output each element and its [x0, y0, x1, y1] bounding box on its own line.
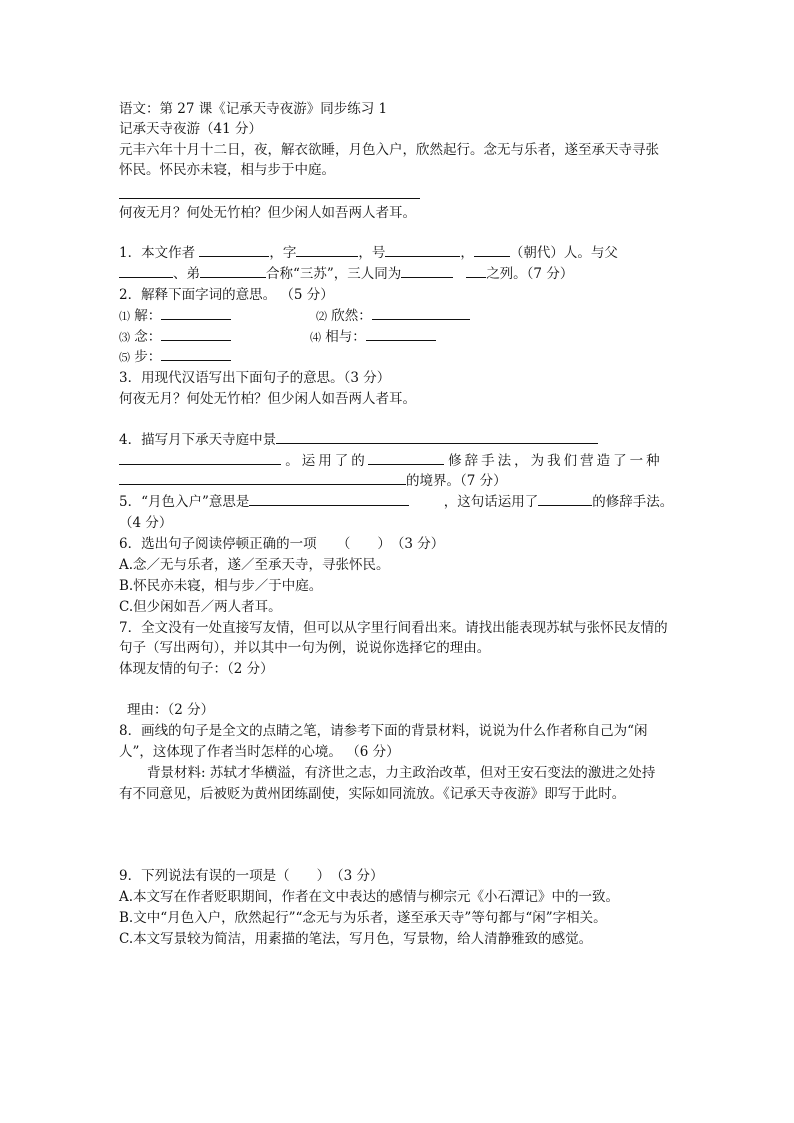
- question-9-prompt: 9．下列说法有误的一项是（ ） （3 分）: [119, 868, 384, 884]
- q2-item-3: [119, 327, 231, 348]
- q4-text: 。运用了的: [285, 453, 368, 469]
- q4-text: 4．描写月下承天寺庭中景: [119, 432, 277, 448]
- blank-realm[interactable]: [119, 471, 406, 485]
- item-number: ⑴: [119, 310, 130, 323]
- underlined-sentence: 何夜无月？何处无竹柏？但少闲人如吾两人者耳。: [119, 205, 416, 221]
- question-3-prompt: 3．用现代汉语写出下面句子的意思。（3 分）: [119, 370, 391, 386]
- passage-line: 怀民。怀民亦未寝，相与步于中庭。: [119, 162, 335, 178]
- q2-item-1: [119, 306, 231, 327]
- blank-meaning[interactable]: [249, 492, 409, 506]
- item-label: 解：: [134, 308, 162, 324]
- blank-xinran[interactable]: [372, 306, 470, 320]
- blank-group[interactable]: [401, 264, 453, 278]
- blank-brother[interactable]: [200, 264, 266, 278]
- worksheet-title: 语文：第 27 课《记承天寺夜游》同步练习 1: [119, 101, 388, 117]
- question-4-line-3: [119, 471, 507, 491]
- q6-option-c[interactable]: C.但少闲如吾／两人者耳。: [119, 599, 282, 615]
- blank-father[interactable]: [119, 264, 173, 278]
- question-4-line-1: [119, 430, 598, 450]
- q6-option-a[interactable]: A.念／无与乐者，遂／至承天寺，寻张怀民。: [119, 557, 390, 573]
- blank-dynasty[interactable]: [474, 243, 510, 257]
- item-number: ⑷: [310, 331, 321, 344]
- q1-text: 合称“三苏”，三人同为: [266, 266, 402, 282]
- q4-text: 的境界。（7 分）: [406, 473, 507, 489]
- question-8-line-2: 人”，这体现了作者当时怎样的心境。 （6 分）: [119, 744, 400, 760]
- blank-bu[interactable]: [161, 347, 231, 361]
- question-7-reason-label: 理由：（2 分）: [127, 702, 215, 718]
- blank-device[interactable]: [368, 451, 444, 465]
- section-heading: 记承天寺夜游（41 分）: [119, 121, 262, 137]
- item-label: 相与：: [325, 329, 366, 345]
- q9-option-b[interactable]: B.文中“月色入户，欣然起行”“念无与为乐者，遂至承天寺”等句都与“闲”字相关。: [119, 910, 607, 926]
- question-4-line-2: [119, 451, 663, 471]
- item-number: ⑸: [119, 351, 130, 364]
- blank-courtesy-name[interactable]: [296, 243, 358, 257]
- q2-item-2: [316, 306, 470, 327]
- blank-nian[interactable]: [161, 327, 231, 341]
- item-number: ⑶: [119, 331, 130, 344]
- blank-xiangyu[interactable]: [366, 327, 436, 341]
- q1-text: ，号: [358, 245, 386, 261]
- question-7-sentence-label: 体现友情的句子：（2 分）: [119, 661, 274, 677]
- blank-group-2[interactable]: [466, 264, 486, 278]
- q6-option-b[interactable]: B.怀民亦未寝，相与步／于中庭。: [119, 578, 323, 594]
- question-2-prompt: 2．解释下面字词的意思。 （5 分）: [119, 287, 334, 303]
- q1-text: ，: [460, 245, 474, 261]
- passage-line: 元丰六年十月十二日，夜，解衣欲睡，月色入户，欣然起行。念无与乐者，遂至承天寺寻张: [119, 142, 659, 158]
- question-6-prompt: 6．选出句子阅读停顿正确的一项 （ ） （3 分）: [119, 536, 445, 552]
- q4-text: 修辞手法，为我们营造了一种: [448, 453, 663, 469]
- item-label: 步：: [134, 349, 162, 365]
- item-label: 欣然：: [331, 308, 372, 324]
- question-1-line-2: [119, 264, 573, 284]
- blank-rhetoric[interactable]: [538, 492, 592, 506]
- background-material-2: 有不同意见，后被贬为黄州团练副使，实际如同流放。《记承天寺夜游》即写于此时。: [119, 786, 626, 802]
- blank-scene[interactable]: [276, 430, 598, 444]
- question-1-line-1: [119, 243, 618, 263]
- question-8-line-1: 8．画线的句子是全文的点睛之笔，请参考下面的背景材料，说说为什么作者称自己为“闲: [119, 723, 648, 739]
- q1-text: 之列。（7 分）: [486, 266, 574, 282]
- item-label: 念：: [134, 329, 162, 345]
- q2-item-4: [310, 327, 436, 348]
- question-7-line-2: 句子（写出两句），并以其中一句为例，说说你选择它的理由。: [119, 640, 491, 656]
- q5-text: 的修辞手法。: [592, 494, 674, 510]
- blank-scene-cont[interactable]: [119, 451, 281, 465]
- q2-item-5: [119, 347, 231, 368]
- blank-jie[interactable]: [161, 306, 231, 320]
- question-3-sentence: 何夜无月？何处无竹柏？但少闲人如吾两人者耳。: [119, 391, 416, 407]
- question-5-line-1: [119, 492, 673, 512]
- q1-text: 、弟: [173, 266, 200, 282]
- q5-text: 5．“月色入户”意思是: [119, 494, 250, 510]
- question-5-score: （4 分）: [119, 515, 173, 531]
- q9-option-c[interactable]: C.本文写景较为简洁，用素描的笔法，写月色，写景物，给人清静雅致的感觉。: [119, 931, 593, 947]
- question-7-line-1: 7．全文没有一处直接写友情，但可以从字里行间看出来。请找出能表现苏轼与张怀民友情的: [119, 620, 668, 636]
- q9-option-a[interactable]: A.本文写在作者贬职期间，作者在文中表达的感情与柳宗元《小石潭记》中的一致。: [119, 889, 620, 905]
- background-material-1: 背景材料: 苏轼才华横溢，有济世之志，力主政治改革，但对王安石变法的激进之处持: [147, 765, 656, 781]
- blank-pen-name[interactable]: [385, 243, 460, 257]
- answer-line[interactable]: [119, 198, 420, 199]
- q5-text: ，这句话运用了: [443, 494, 539, 510]
- item-number: ⑵: [316, 310, 327, 323]
- q1-text: 1．本文作者: [119, 245, 196, 261]
- q1-text: ，字: [269, 245, 297, 261]
- q1-text: （朝代）人。与父: [509, 245, 618, 261]
- blank-author[interactable]: [199, 243, 269, 257]
